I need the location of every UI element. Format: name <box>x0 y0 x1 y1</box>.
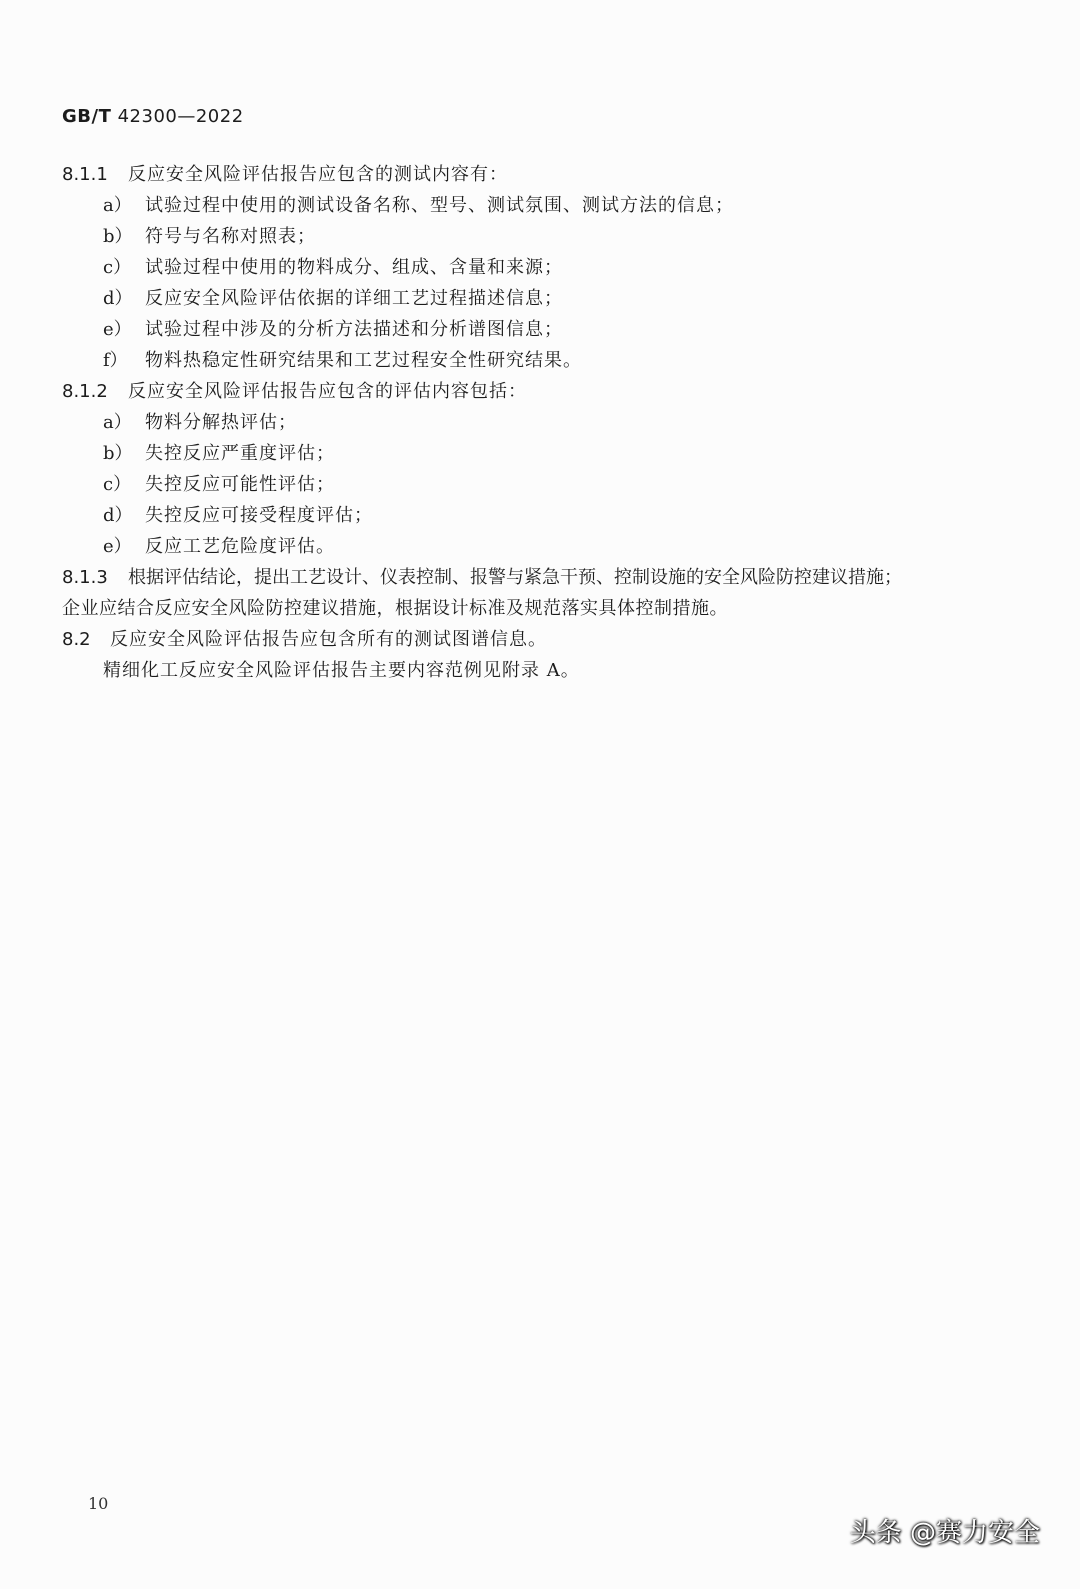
standard-number: 42300—2022 <box>117 106 244 127</box>
clause-number: 8.1.3 <box>62 567 108 588</box>
list-item <box>103 349 582 373</box>
standard-prefix: GB/T <box>62 106 112 127</box>
item-label: e） <box>103 536 132 557</box>
item-text: 反应安全风险评估依据的详细工艺过程描述信息； <box>145 288 563 309</box>
clause-8-1-3 <box>62 566 902 590</box>
list-item <box>103 256 563 280</box>
item-text: 符号与名称对照表； <box>145 226 316 247</box>
item-text: 失控反应可接受程度评估； <box>145 505 373 526</box>
item-label: c） <box>103 474 132 495</box>
item-text: 试验过程中涉及的分析方法描述和分析谱图信息； <box>145 319 563 340</box>
clause-number: 8.1.2 <box>62 381 108 402</box>
item-label: e） <box>103 319 132 340</box>
clause-text: 反应安全风险评估报告应包含的评估内容包括： <box>128 381 527 402</box>
page-number: 10 <box>88 1494 109 1513</box>
clause-number: 8.2 <box>62 629 91 650</box>
list-item <box>103 473 335 497</box>
list-item <box>103 504 373 528</box>
list-item <box>103 225 316 249</box>
item-label: a） <box>103 195 132 216</box>
item-label: c） <box>103 257 132 278</box>
item-text: 物料热稳定性研究结果和工艺过程安全性研究结果。 <box>145 350 582 371</box>
list-item <box>103 411 297 435</box>
list-item <box>103 194 734 218</box>
item-text: 物料分解热评估； <box>145 412 297 433</box>
clause-text: 反应安全风险评估报告应包含所有的测试图谱信息。 <box>110 629 547 650</box>
item-text: 试验过程中使用的物料成分、组成、含量和来源； <box>145 257 563 278</box>
clause-text: 根据评估结论，提出工艺设计、仪表控制、报警与紧急干预、控制设施的安全风险防控建议措施； <box>128 567 902 588</box>
standard-code <box>62 106 244 127</box>
list-item <box>103 318 563 342</box>
list-item <box>103 287 563 311</box>
item-label: d） <box>103 505 133 526</box>
item-label: f） <box>103 350 128 371</box>
item-text: 反应工艺危险度评估。 <box>145 536 335 557</box>
item-text: 失控反应严重度评估； <box>145 443 335 464</box>
clause-text: 反应安全风险评估报告应包含的测试内容有： <box>128 164 508 185</box>
clause-8-2 <box>62 628 547 652</box>
clause-8-1-1 <box>62 163 508 187</box>
item-text: 试验过程中使用的测试设备名称、型号、测试氛围、测试方法的信息； <box>145 195 734 216</box>
list-item <box>103 535 335 559</box>
item-label: b） <box>103 443 133 464</box>
item-label: d） <box>103 288 133 309</box>
item-label: a） <box>103 412 132 433</box>
clause-continuation: 企业应结合反应安全风险防控建议措施，根据设计标准及规范落实具体控制措施。 <box>62 598 728 619</box>
list-item <box>103 442 335 466</box>
clause-number: 8.1.1 <box>62 164 108 185</box>
item-text: 失控反应可能性评估； <box>145 474 335 495</box>
item-label: b） <box>103 226 133 247</box>
annex-reference: 精细化工反应安全风险评估报告主要内容范例见附录 A。 <box>103 660 580 681</box>
watermark: 头条 @赛力安全 <box>849 1518 1040 1548</box>
clause-8-1-2 <box>62 380 527 404</box>
